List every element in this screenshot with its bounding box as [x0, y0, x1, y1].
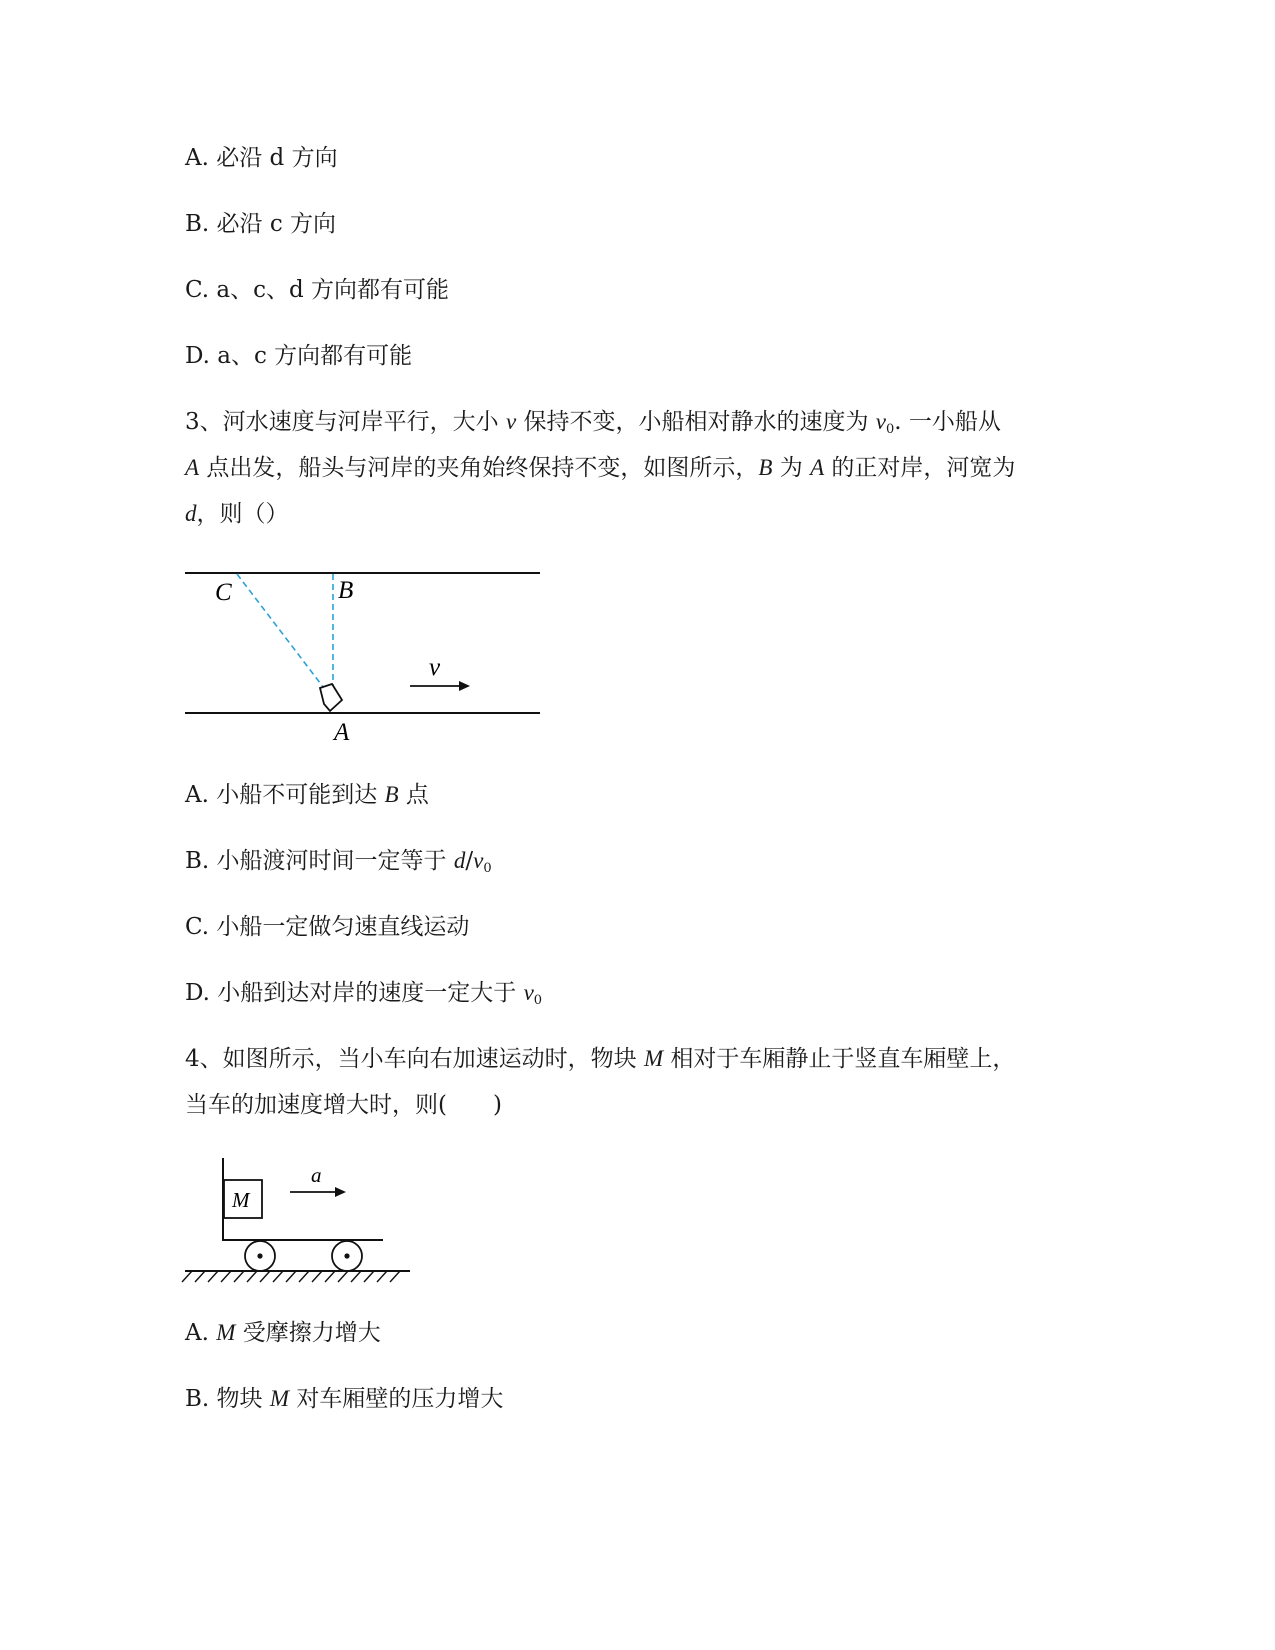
- hatch-mark: [221, 1271, 231, 1282]
- hatch-mark: [273, 1271, 283, 1282]
- cart-diagram: [180, 1150, 420, 1290]
- q2-option-d: D. a、c 方向都有可能: [185, 343, 413, 369]
- label-a: A: [334, 719, 350, 746]
- q4-stem-line1: 4、如图所示，当小车向右加速运动时，物块 M 相对于车厢静止于竖直车厢壁上，: [185, 1046, 1016, 1072]
- q2-option-c: C. a、c、d 方向都有可能: [185, 277, 450, 303]
- hatch-mark: [351, 1271, 361, 1282]
- q3-option-a: A. 小船不可能到达 B 点: [185, 782, 429, 808]
- hatch-mark: [364, 1271, 374, 1282]
- hatch-mark: [208, 1271, 218, 1282]
- hatch-mark: [286, 1271, 296, 1282]
- hatch-mark: [247, 1271, 257, 1282]
- q4-option-a: A. M 受摩擦力增大: [185, 1320, 381, 1346]
- q3-stem-line1: 3、河水速度与河岸平行，大小 v 保持不变，小船相对静水的速度为 $v_0$. 一小船从: [185, 409, 1001, 437]
- q3-stem-line3: d，则（）: [185, 501, 289, 527]
- acceleration-arrow-head: [335, 1187, 346, 1197]
- q3-option-d: D. 小船到达对岸的速度一定大于 $v_0$: [185, 980, 543, 1008]
- wheel-left-axle: [257, 1253, 262, 1258]
- current-arrow-head: [459, 681, 470, 691]
- hatch-mark: [234, 1271, 244, 1282]
- wheel-right-axle: [344, 1253, 349, 1258]
- label-c: C: [215, 579, 232, 606]
- hatch-mark: [390, 1271, 400, 1282]
- hatch-mark: [260, 1271, 270, 1282]
- q3-stem-line2: A 点出发，船头与河岸的夹角始终保持不变，如图所示，B 为 A 的正对岸，河宽为: [185, 455, 1016, 481]
- q3-option-b: B. 小船渡河时间一定等于 $d/v_0$: [185, 848, 492, 876]
- label-a-accel: a: [311, 1163, 322, 1187]
- label-v: v: [429, 654, 441, 681]
- hatch-mark: [377, 1271, 387, 1282]
- hatch-mark: [325, 1271, 335, 1282]
- hatch-mark: [195, 1271, 205, 1282]
- q4-stem-line2: 当车的加速度增大时，则( ): [185, 1092, 502, 1118]
- hatch-mark: [338, 1271, 348, 1282]
- q2-option-b: B. 必沿 c 方向: [185, 211, 337, 237]
- ground-hatching: [182, 1271, 400, 1282]
- q2-option-a: A. 必沿 d 方向: [185, 145, 338, 171]
- q3-option-c: C. 小船一定做匀速直线运动: [185, 914, 470, 940]
- boat-icon: [320, 684, 342, 711]
- hatch-mark: [299, 1271, 309, 1282]
- hatch-mark: [312, 1271, 322, 1282]
- label-b: B: [338, 577, 354, 604]
- q4-option-b: B. 物块 M 对车厢壁的压力增大: [185, 1386, 504, 1412]
- river-crossing-diagram: [180, 560, 550, 750]
- path-to-c-dashed: [237, 574, 330, 696]
- label-m: M: [232, 1188, 250, 1212]
- hatch-mark: [182, 1271, 192, 1282]
